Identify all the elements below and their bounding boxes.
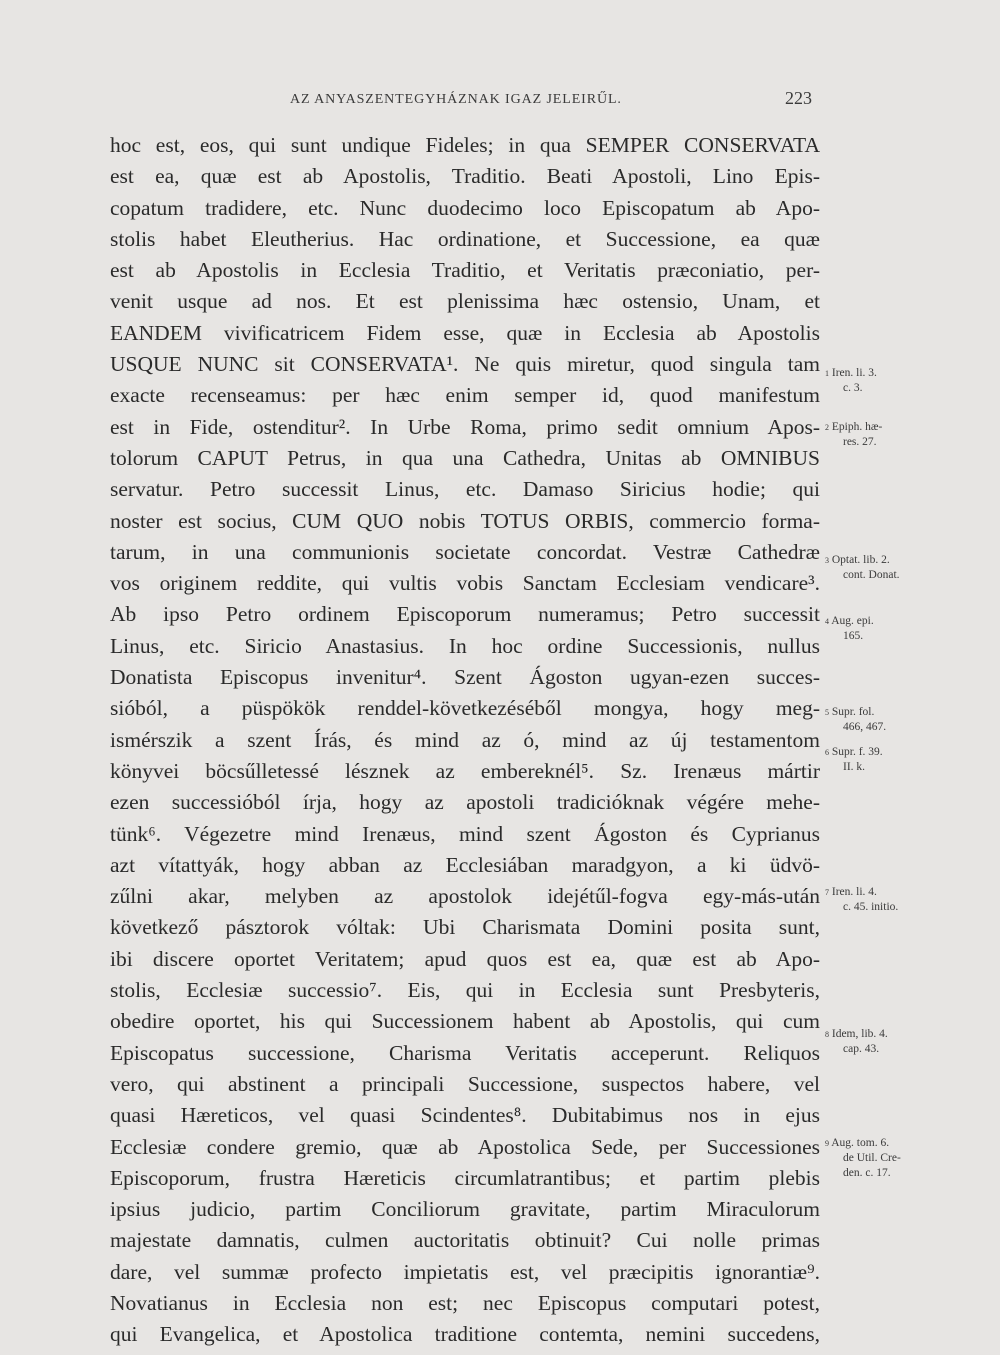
note-line: c. 45. initio. — [843, 901, 899, 913]
note-line: Aug. tom. 6. — [831, 1137, 890, 1149]
note-line: Idem, lib. 4. — [831, 1028, 888, 1040]
text-line: Donatista Episcopus invenitur⁴. Szent Ágoston ugyan-ezen succes- — [110, 665, 820, 690]
text-line: stolis, Ecclesiæ successio⁷. Eis, qui in Ecclesia sunt Presbyteris, — [110, 978, 820, 1003]
note-line: Optat. lib. 2. — [831, 554, 890, 566]
text-line: tünk⁶. Végezetre mind Irenæus, mind szent Ágoston és Cyprianus — [110, 821, 820, 846]
note-mark: 6 — [825, 748, 829, 757]
margin-note — [825, 745, 935, 775]
text-line: est in Fide, ostenditur². In Urbe Roma, primo sedit omnium Apos- — [110, 414, 820, 439]
note-line: Iren. li. 3. — [831, 367, 877, 379]
text-line: quasi Hæreticos, vel quasi Scindentes⁸. Dubitabimus nos in ejus — [110, 1103, 820, 1128]
text-line: majestate damnatis, culmen auctoritatis obtinuit? Cui nolle primas — [110, 1228, 820, 1253]
text-line: obedire oportet, his qui Successionem habent ab Apostolis, qui cum — [110, 1009, 820, 1034]
margin-note — [825, 885, 935, 915]
text-line: ezen successióból írja, hogy az apostoli tradicióknak végére mehe- — [110, 790, 820, 815]
text-line: Linus, etc. Siricio Anastasius. In hoc ordine Successionis, nullus — [110, 633, 820, 658]
text-line: venit usque ad nos. Et est plenissima hæc ostensio, Unam, et — [110, 289, 820, 314]
text-line: copatum tradidere, etc. Nunc duodecimo loco Episcopatum ab Apo- — [110, 195, 820, 220]
note-mark: 1 — [825, 369, 829, 378]
note-line: 466, 467. — [843, 721, 887, 733]
note-line: 165. — [843, 630, 864, 642]
note-line: c. 3. — [843, 382, 863, 394]
text-line: könyvei böcsűlletessé lésznek az embereknél⁵. Sz. Irenæus mártir — [110, 758, 820, 783]
text-line: Ab ipso Petro ordinem Episcoporum numeramus; Petro successit — [110, 602, 820, 627]
margin-note — [825, 366, 935, 396]
text-line: vos originem reddite, qui vultis vobis Sanctam Ecclesiam vendicare³. — [110, 571, 820, 596]
note-line: den. c. 17. — [843, 1167, 891, 1179]
margin-note — [825, 705, 935, 735]
note-line: de Util. Cre- — [843, 1152, 901, 1164]
text-line: Ecclesiæ condere gremio, quæ ab Apostolica Sede, per Successiones — [110, 1134, 820, 1159]
note-line: Supr. f. 39. — [831, 746, 883, 758]
text-line: USQUE NUNC sit CONSERVATA¹. Ne quis miretur, quod singula tam — [110, 352, 820, 377]
text-line: hoc est, eos, qui sunt undique Fideles; in qua SEMPER CONSERVATA — [110, 133, 820, 157]
text-line: zűlni akar, melyben az apostolok idejétűl-fogva egy-más-után — [110, 884, 820, 909]
margin-note — [825, 420, 935, 450]
text-line: ipsius judicio, partim Conciliorum gravitate, partim Miraculorum — [110, 1197, 820, 1222]
note-mark: 2 — [825, 423, 829, 432]
note-line: res. 27. — [843, 436, 877, 448]
note-mark: 9 — [825, 1139, 829, 1148]
note-line: cap. 43. — [843, 1043, 880, 1055]
text-line: est ab Apostolis in Ecclesia Traditio, et Veritatis præconiatio, per- — [110, 258, 820, 283]
text-line: Episcoporum, frustra Hæreticis circumlatrantibus; et partim plebis — [110, 1165, 820, 1190]
note-mark: 8 — [825, 1030, 829, 1039]
text-line: dare, vel summæ profecto impietatis est, vel præcipitis ignorantiæ⁹. — [110, 1259, 820, 1284]
text-line: servatur. Petro successit Linus, etc. Damaso Siricius hodie; qui — [110, 477, 820, 502]
note-mark: 5 — [825, 708, 829, 717]
note-line: Supr. fol. — [831, 706, 875, 718]
note-line: Iren. li. 4. — [831, 886, 877, 898]
text-line: est ea, quæ est ab Apostolis, Traditio. Beati Apostoli, Lino Epis- — [110, 164, 820, 189]
text-line: következő pásztorok vóltak: Ubi Charismata Domini posita sunt, — [110, 915, 820, 940]
note-line: Epiph. hæ- — [831, 421, 883, 433]
text-line: azt vítattyák, hogy abban az Ecclesiában maradgyon, a ki üdvö- — [110, 852, 820, 877]
text-line: qui Evangelica, et Apostolica traditione contemta, nemini succedens, — [110, 1322, 820, 1347]
running-head: AZ ANYASZENTEGYHÁZNAK IGAZ JELEIRŰL. — [290, 92, 622, 107]
text-line: vero, qui abstinent a principali Successione, suspectos habere, vel — [110, 1071, 820, 1096]
text-line: ismérszik a szent Írás, és mind az ó, mind az új testamentom — [110, 727, 820, 752]
margin-note — [825, 1136, 935, 1181]
text-line: EANDEM vivificatricem Fidem esse, quæ in Ecclesia ab Apostolis — [110, 320, 820, 345]
note-line: cont. Donat. — [843, 569, 900, 581]
note-mark: 7 — [825, 888, 829, 897]
text-line: exacte recenseamus: per hæc enim semper id, quod manifestum — [110, 383, 820, 408]
margin-note — [825, 1027, 935, 1057]
text-line: Novatianus in Ecclesia non est; nec Episcopus computari potest, — [110, 1290, 820, 1315]
margin-note — [825, 614, 935, 644]
note-line: II. k. — [843, 761, 866, 773]
note-mark: 4 — [825, 617, 829, 626]
text-line: Episcopatus successione, Charisma Veritatis acceperunt. Reliquos — [110, 1040, 820, 1065]
text-line: tarum, in una communionis societate concordat. Vestræ Cathedræ — [110, 539, 820, 564]
text-line: noster est socius, CUM QUO nobis TOTUS ORBIS, commercio forma- — [110, 508, 820, 533]
page-number: 223 — [785, 88, 812, 108]
note-mark: 3 — [825, 556, 829, 565]
text-line: ibi discere oportet Veritatem; apud quos est ea, quæ est ab Apo- — [110, 946, 820, 971]
margin-note — [825, 553, 935, 583]
note-line: Aug. epi. — [831, 615, 874, 627]
text-line: sióból, a püspökök renddel-következéséből mongya, hogy meg- — [110, 696, 820, 721]
text-line: stolis habet Eleutherius. Hac ordinatione, et Successione, ea quæ — [110, 226, 820, 251]
text-line: tolorum CAPUT Petrus, in qua una Cathedra, Unitas ab OMNIBUS — [110, 445, 820, 470]
